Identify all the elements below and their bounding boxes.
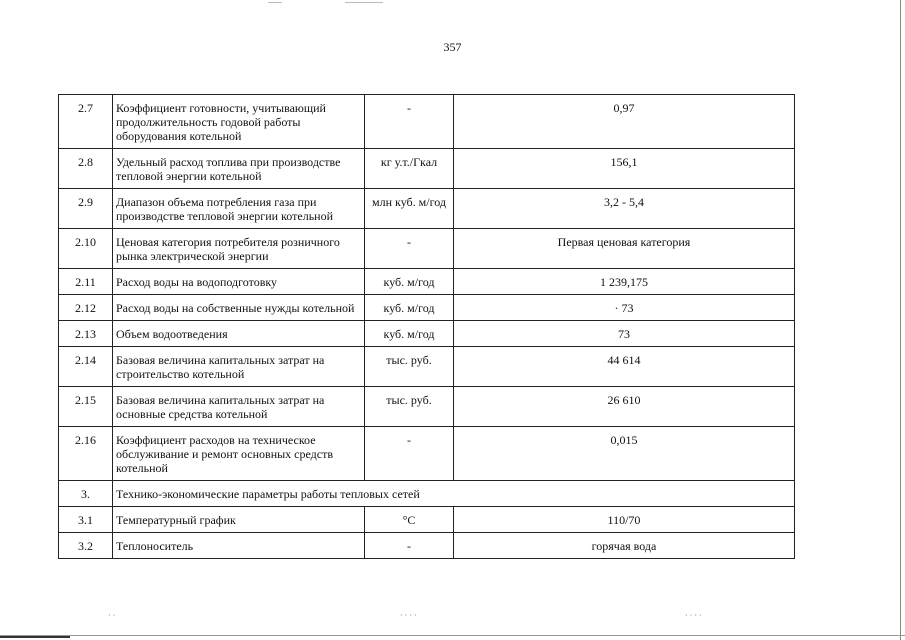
unit-cell: - xyxy=(365,229,454,269)
table-row xyxy=(59,269,795,295)
table-row xyxy=(59,229,795,269)
table-row xyxy=(59,295,795,321)
value-cell: Первая ценовая категория xyxy=(454,229,795,269)
value-cell: 26 610 xyxy=(454,387,795,427)
parameter-cell: Базовая величина капитальных затрат на основные средства котельной xyxy=(113,387,365,427)
row-number-cell: 2.13 xyxy=(59,321,113,347)
row-number-cell: 2.15 xyxy=(59,387,113,427)
parameter-cell: Диапазон объема потребления газа при производстве тепловой энергии котельной xyxy=(113,189,365,229)
row-number-cell: 2.8 xyxy=(59,149,113,189)
table-row xyxy=(59,95,795,149)
row-number-cell: 2.9 xyxy=(59,189,113,229)
parameter-cell: Расход воды на водоподготовку xyxy=(113,269,365,295)
value-cell: 1 239,175 xyxy=(454,269,795,295)
value-cell: · 73 xyxy=(454,295,795,321)
row-number-cell: 2.12 xyxy=(59,295,113,321)
parameter-cell: Коэффициент расходов на техническое обслуживание и ремонт основных средств котельной xyxy=(113,427,365,481)
parameter-cell: Расход воды на собственные нужды котельной xyxy=(113,295,365,321)
scan-bottom-edge xyxy=(0,635,905,636)
table-row xyxy=(59,533,795,559)
unit-cell: тыс. руб. xyxy=(365,347,454,387)
scan-top-edge xyxy=(0,0,905,8)
row-number-cell: 2.11 xyxy=(59,269,113,295)
scan-speck: · · · · xyxy=(685,611,702,620)
table-row xyxy=(59,427,795,481)
value-cell: 156,1 xyxy=(454,149,795,189)
value-cell: 110/70 xyxy=(454,507,795,533)
unit-cell: °С xyxy=(365,507,454,533)
table-row xyxy=(59,387,795,427)
parameter-cell: Температурный график xyxy=(113,507,365,533)
value-cell: 44 614 xyxy=(454,347,795,387)
unit-cell: куб. м/год xyxy=(365,269,454,295)
row-number-cell: 3.2 xyxy=(59,533,113,559)
parameters-table-body xyxy=(59,95,795,559)
scan-speck: · · xyxy=(108,611,116,620)
row-number-cell: 2.16 xyxy=(59,427,113,481)
section-number-cell: 3. xyxy=(59,481,113,507)
parameter-cell: Удельный расход топлива при производстве тепловой энергии котельной xyxy=(113,149,365,189)
table-row xyxy=(59,507,795,533)
unit-cell: куб. м/год xyxy=(365,295,454,321)
scan-bottom-mark xyxy=(0,636,70,638)
parameter-cell: Коэффициент готовности, учитывающий продолжительность годовой работы оборудования котельной xyxy=(113,95,365,149)
value-cell: 0,97 xyxy=(454,95,795,149)
unit-cell: млн куб. м/год xyxy=(365,189,454,229)
scan-right-border xyxy=(900,0,901,640)
page-number: 357 xyxy=(443,40,462,54)
unit-cell: тыс. руб. xyxy=(365,387,454,427)
table-row xyxy=(59,347,795,387)
value-cell: горячая вода xyxy=(454,533,795,559)
unit-cell: куб. м/год xyxy=(365,321,454,347)
section-row xyxy=(59,481,795,507)
scan-speck: · · · · xyxy=(400,611,417,620)
unit-cell: - xyxy=(365,427,454,481)
unit-cell: кг у.т./Гкал xyxy=(365,149,454,189)
section-title-cell: Технико-экономические параметры работы тепловых сетей xyxy=(113,481,795,507)
parameters-table xyxy=(58,94,795,559)
parameter-cell: Теплоноситель xyxy=(113,533,365,559)
value-cell: 3,2 - 5,4 xyxy=(454,189,795,229)
parameter-cell: Объем водоотведения xyxy=(113,321,365,347)
row-number-cell: 3.1 xyxy=(59,507,113,533)
parameter-cell: Ценовая категория потребителя розничного рынка электрической энергии xyxy=(113,229,365,269)
unit-cell: - xyxy=(365,533,454,559)
row-number-cell: 2.7 xyxy=(59,95,113,149)
value-cell: 73 xyxy=(454,321,795,347)
row-number-cell: 2.10 xyxy=(59,229,113,269)
value-cell: 0,015 xyxy=(454,427,795,481)
table-row xyxy=(59,189,795,229)
row-number-cell: 2.14 xyxy=(59,347,113,387)
parameter-cell: Базовая величина капитальных затрат на строительство котельной xyxy=(113,347,365,387)
table-row xyxy=(59,321,795,347)
table-row xyxy=(59,149,795,189)
unit-cell: - xyxy=(365,95,454,149)
